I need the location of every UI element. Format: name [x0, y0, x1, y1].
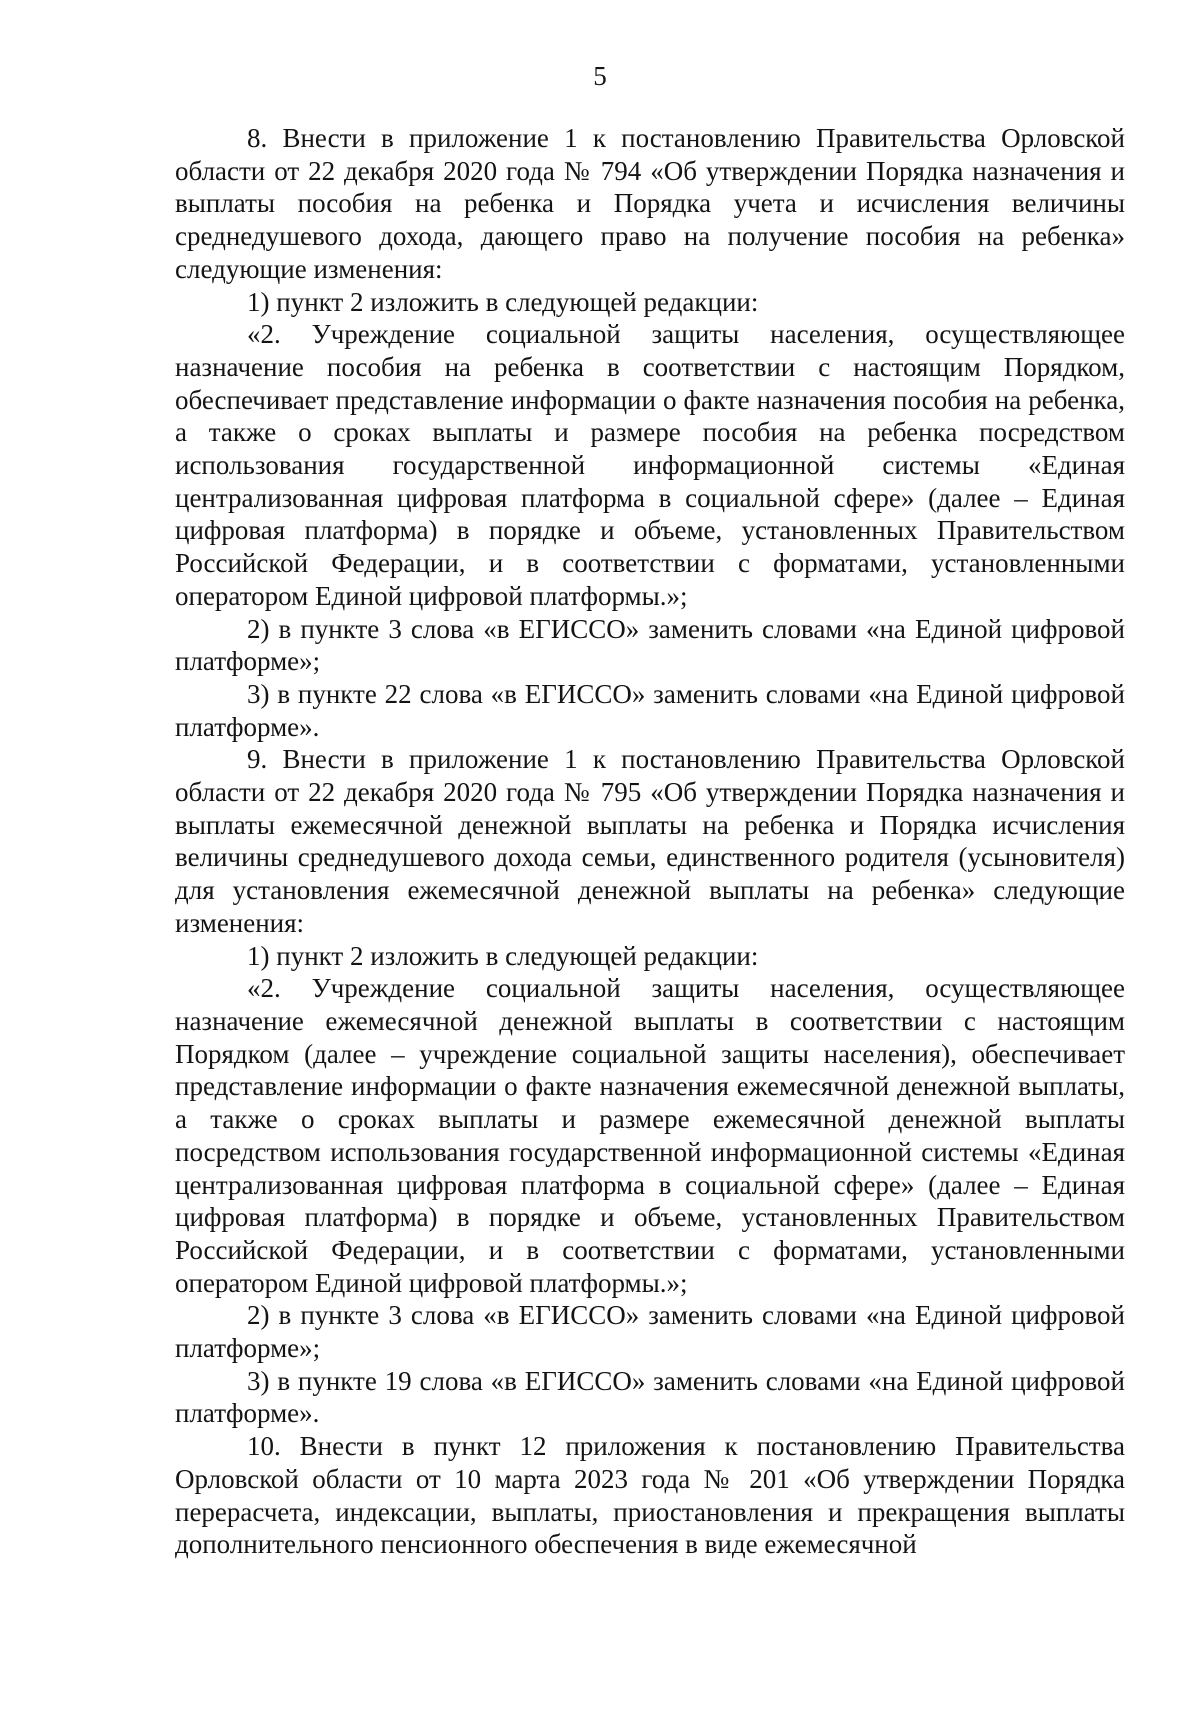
paragraph-quote-9-1: «2. Учреждение социальной защиты населения, осуществляющее назначение ежемесячной денежной выплаты в соответствии с настоящим Порядком (далее – учреждение социальной защиты населения), обеспечивает представление информации о факте назначения ежемесячной денежной выплаты, а также о сроках выплаты и размере ежемесячной денежной выплаты посредством использования государственной информационной системы «Единая централизованная цифровая платформа в социальной сфере» (далее – Единая цифровая платформа) в порядке и объеме, установленных Правительством Российской Федерации, и в соответствии с форматами, установленными оператором Единой цифровой платформы.»;	[175, 973, 1125, 1298]
paragraph-subitem-9-3: 3) в пункте 19 слова «в ЕГИССО» заменить словами «на Единой цифровой платформе».	[175, 1365, 1125, 1429]
paragraph-subitem-8-3: 3) в пункте 22 слова «в ЕГИССО» заменить словами «на Единой цифровой платформе».	[175, 678, 1125, 742]
paragraph-item-9: 9. Внести в приложение 1 к постановлению Правительства Орловской области от 22 декабря 2020 года № 795 «Об утверждении Порядка назначения и выплаты ежемесячной денежной выплаты на ребенка и Порядка исчисления величины среднедушевого дохода семьи, единственного родителя (усыновителя) для установления ежемесячной денежной выплаты на ребенка» следующие изменения:	[175, 744, 1125, 938]
paragraph-subitem-8-2: 2) в пункте 3 слова «в ЕГИССО» заменить словами «на Единой цифровой платформе»;	[175, 613, 1125, 677]
paragraph-subitem-9-2: 2) в пункте 3 слова «в ЕГИССО» заменить словами «на Единой цифровой платформе»;	[175, 1300, 1125, 1364]
paragraph-quote-8-1: «2. Учреждение социальной защиты населения, осуществляющее назначение пособия на ребенка в соответствии с настоящим Порядком, обеспечивает представление информации о факте назначения пособия на ребенка, а также о сроках выплаты и размере пособия на ребенка посредством использования государственной информационной системы «Единая централизованная цифровая платформа в социальной сфере» (далее – Единая цифровая платформа) в порядке и объеме, установленных Правительством Российской Федерации, и в соответствии с форматами, установленными оператором Единой цифровой платформы.»;	[175, 319, 1125, 611]
page-number: 5	[593, 61, 607, 91]
paragraph-subitem-8-1: 1) пункт 2 изложить в следующей редакции:	[247, 286, 759, 317]
document-body	[175, 122, 1125, 1561]
paragraph-subitem-9-1: 1) пункт 2 изложить в следующей редакции:	[247, 940, 759, 971]
paragraph-item-10: 10. Внести в пункт 12 приложения к постановлению Правительства Орловской области от 10 марта 2023 года № 201 «Об утверждении Порядка перерасчета, индексации, выплаты, приостановления и прекращения выплаты дополнительного пенсионного обеспечения в виде ежемесячной	[175, 1431, 1125, 1560]
paragraph-item-8: 8. Внести в приложение 1 к постановлению Правительства Орловской области от 22 декабря 2020 года № 794 «Об утверждении Порядка назначения и выплаты пособия на ребенка и Порядка учета и исчисления величины среднедушевого дохода, дающего право на получение пособия на ребенка» следующие изменения:	[175, 123, 1125, 284]
